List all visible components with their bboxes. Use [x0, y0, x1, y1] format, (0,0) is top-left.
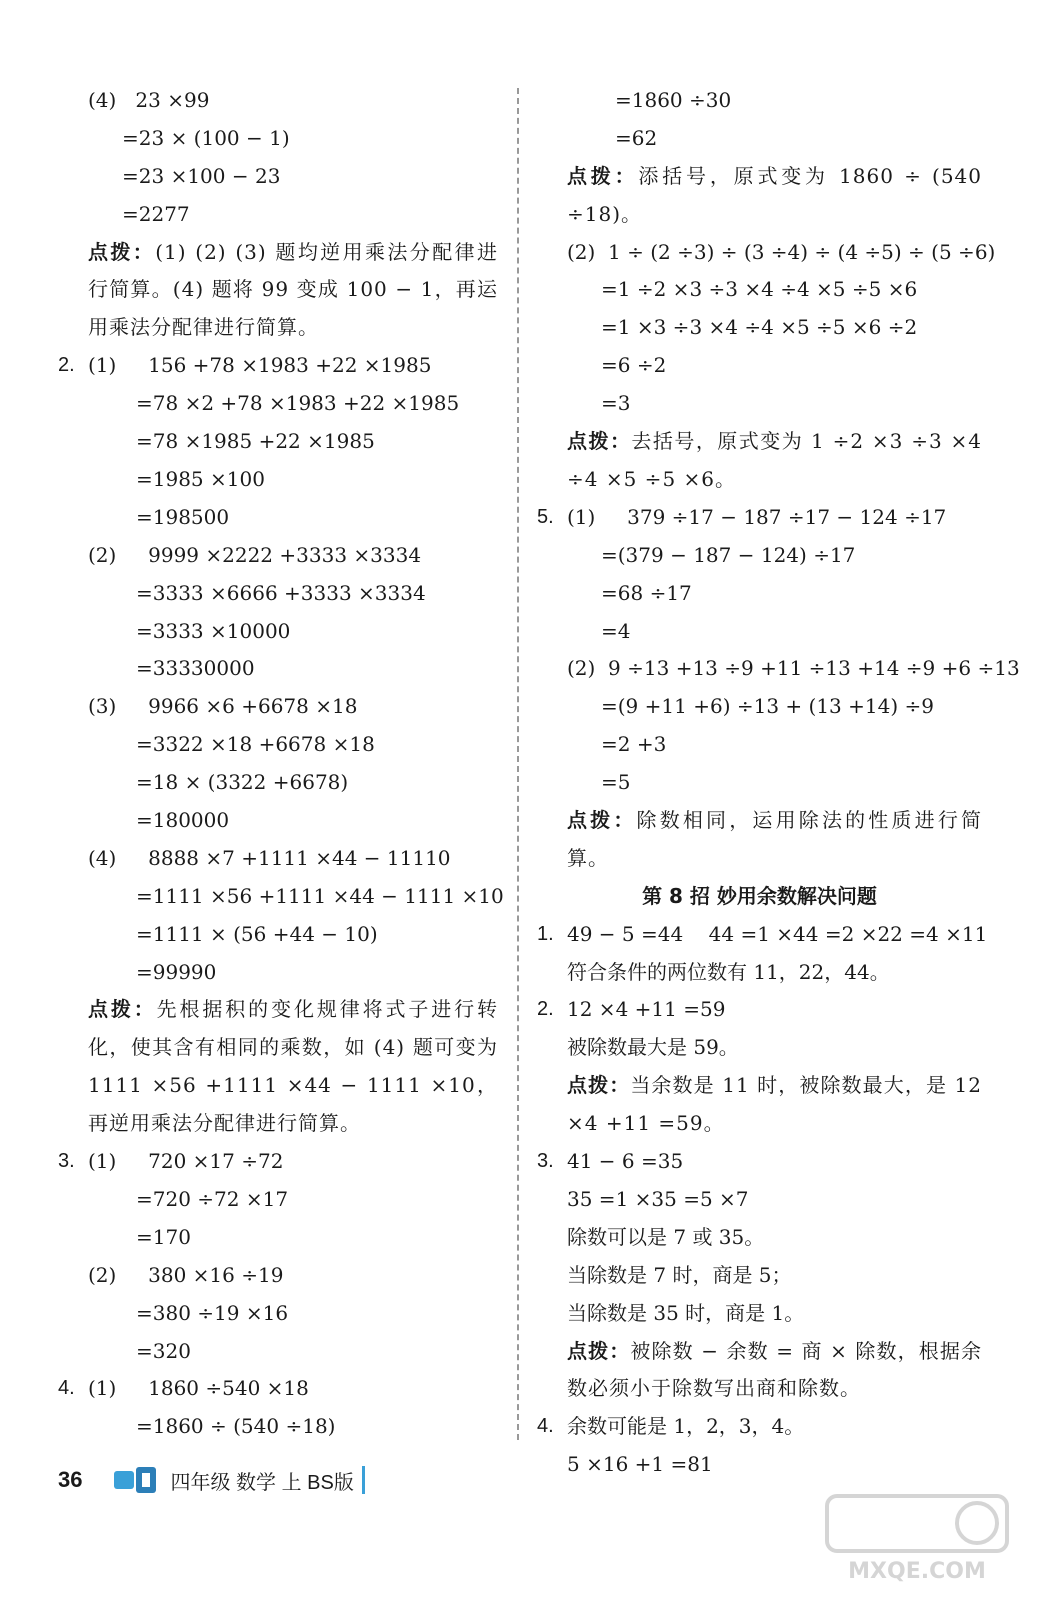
solution-line	[537, 954, 982, 992]
equation-text: =2277	[122, 201, 190, 226]
hint-text: 被除数 − 余数 = 商 × 除数，根据余数必须小于除数写出商和除数。	[567, 1338, 982, 1401]
brand-logo-icon	[112, 1465, 160, 1495]
equation-text: =720 ÷72 ×17	[136, 1186, 289, 1211]
equation-text: =99990	[136, 959, 217, 984]
solution-line	[537, 575, 982, 613]
watermark-logo	[817, 1488, 1017, 1588]
equation-text: =3333 ×6666 +3333 ×3334	[136, 580, 426, 605]
column-divider	[517, 88, 519, 1440]
equation-text: (3) 9966 ×6 +6678 ×18	[88, 694, 358, 719]
equation-text: 35 =1 ×35 =5 ×7	[567, 1186, 749, 1211]
equation-text: =1111 × (56 +44 − 10)	[136, 921, 378, 946]
hint-text: 先根据积的变化规律将式子进行转化，使其含有相同的乘数，如 (4) 题可变为1111 ×56 +1111 ×44 − 1111 ×10，再逆用乘法分配律进行简算。	[88, 997, 499, 1136]
solution-line	[58, 764, 498, 802]
solution-line	[537, 1446, 982, 1484]
equation-text: =2 +3	[601, 732, 667, 757]
solution-line	[58, 613, 498, 651]
hint-paragraph	[537, 423, 982, 499]
equation-text: =23 ×100 − 23	[122, 163, 281, 188]
solution-line	[537, 991, 982, 1029]
equation-text: 符合条件的两位数有 11，22，44。	[567, 959, 890, 984]
equation-text: =78 ×2 +78 ×1983 +22 ×1985	[136, 391, 460, 416]
solution-line	[58, 120, 498, 158]
equation-text: (2) 1 ÷ (2 ÷3) ÷ (3 ÷4) ÷ (4 ÷5) ÷ (5 ÷6)	[567, 239, 996, 264]
problem-number: 1.	[537, 922, 554, 945]
problem-number: 4.	[537, 1415, 554, 1438]
solution-line	[58, 726, 498, 764]
equation-text: =3	[601, 391, 631, 416]
solution-line	[537, 1408, 982, 1446]
hint-text: 除数相同，运用除法的性质进行简算。	[567, 807, 983, 870]
equation-text: 除数可以是 7 或 35。	[567, 1224, 765, 1249]
hint-paragraph	[58, 234, 498, 348]
solution-line	[537, 234, 996, 272]
solution-line	[537, 688, 982, 726]
hint-text: 当余数是 11 时，被除数最大，是 12 ×4 +11 =59。	[567, 1073, 982, 1136]
svg-text:MXQE.COM: MXQE.COM	[848, 1559, 986, 1584]
hint-label: 点拨：	[88, 239, 156, 264]
solution-line	[58, 423, 498, 461]
solution-line	[58, 688, 498, 726]
hint-text: 添括号，原式变为 1860 ÷ (540 ÷18)。	[567, 163, 982, 226]
solution-line	[58, 499, 498, 537]
equation-text: (4) 8888 ×7 +1111 ×44 − 11110	[88, 845, 451, 870]
equation-text: =380 ÷19 ×16	[136, 1300, 289, 1325]
problem-number: 2.	[537, 998, 554, 1021]
problem-number: 4.	[58, 1377, 75, 1400]
problem-number: 3.	[58, 1150, 75, 1173]
footer-accent-bar	[362, 1466, 365, 1494]
problem-number: 2.	[58, 354, 75, 377]
hint-label: 点拨：	[567, 1073, 631, 1098]
solution-line	[537, 1219, 982, 1257]
equation-text: (2) 9 ÷13 +13 ÷9 +11 ÷13 +14 ÷9 +6 ÷13	[567, 656, 1020, 681]
equation-text: =18 × (3322 +6678)	[136, 770, 349, 795]
solution-line	[58, 82, 498, 120]
hint-label: 点拨：	[567, 429, 632, 454]
solution-line	[58, 1295, 498, 1333]
equation-text: (4) 23 ×99	[88, 88, 210, 112]
equation-text: 5 ×16 +1 =81	[567, 1452, 713, 1477]
solution-line	[537, 650, 1020, 688]
equation-text: =1860 ÷ (540 ÷18)	[136, 1414, 336, 1439]
solution-line	[58, 650, 498, 688]
hint-label: 点拨：	[567, 807, 637, 832]
solution-line	[537, 726, 982, 764]
solution-line	[58, 575, 498, 613]
hint-label: 点拨：	[567, 163, 639, 188]
equation-text: (1) 1860 ÷540 ×18	[88, 1376, 309, 1401]
solution-line	[537, 764, 982, 802]
equation-text: =4	[601, 618, 631, 643]
solution-line	[537, 499, 982, 537]
solution-line	[58, 878, 504, 916]
solution-line	[537, 120, 982, 158]
solution-line	[537, 1257, 982, 1295]
solution-line	[58, 916, 498, 954]
problem-number: 3.	[537, 1150, 554, 1173]
equation-text: 12 ×4 +11 =59	[567, 997, 726, 1022]
equation-text: 49 − 5 =44 44 =1 ×44 =2 ×22 =4 ×11	[567, 921, 988, 946]
equation-text: (1) 379 ÷17 − 187 ÷17 − 124 ÷17	[567, 504, 947, 529]
solution-line	[537, 309, 982, 347]
equation-text: (2) 380 ×16 ÷19	[88, 1262, 284, 1287]
equation-text: =78 ×1985 +22 ×1985	[136, 429, 375, 454]
equation-text: =(379 − 187 − 124) ÷17	[601, 542, 856, 567]
solution-line	[537, 1143, 982, 1181]
solution-line	[537, 537, 982, 575]
equation-text: =1111 ×56 +1111 ×44 − 1111 ×10	[136, 883, 504, 908]
equation-text: 当除数是 7 时，商是 5；	[567, 1262, 792, 1287]
solution-line	[537, 271, 982, 309]
solution-line	[58, 385, 498, 423]
solution-line	[58, 347, 498, 385]
hint-text: (1) (2) (3) 题均逆用乘法分配律进行简算。(4) 题将 99 变成 100 − 1，再运用乘法分配律进行简算。	[88, 239, 498, 340]
solution-line	[58, 1370, 498, 1408]
left-column	[58, 82, 504, 1446]
hint-paragraph	[537, 802, 982, 878]
solution-line	[537, 82, 982, 120]
solution-line	[58, 954, 498, 992]
equation-text: =3322 ×18 +6678 ×18	[136, 732, 375, 757]
solution-line	[58, 840, 498, 878]
problem-number: 5.	[537, 505, 554, 528]
solution-line	[58, 1408, 498, 1446]
equation-text: =180000	[136, 807, 230, 832]
book-title: 四年级 数学 上 BS版	[170, 1471, 354, 1494]
hint-label: 点拨：	[88, 997, 157, 1022]
section-title: 第 8 招 妙用余数解决问题	[642, 883, 877, 908]
equation-text: (1) 156 +78 ×1983 +22 ×1985	[88, 353, 432, 378]
equation-text: 被除数最大是 59。	[567, 1035, 739, 1060]
equation-text: =198500	[136, 504, 230, 529]
equation-text: =62	[615, 125, 658, 150]
equation-text: =6 ÷2	[601, 353, 667, 378]
hint-text: 去括号，原式变为 1 ÷2 ×3 ÷3 ×4 ÷4 ×5 ÷5 ×6。	[567, 429, 982, 491]
equation-text: =68 ÷17	[601, 580, 692, 605]
equation-text: =33330000	[136, 656, 255, 681]
page-number: 36	[58, 1467, 83, 1492]
solution-line	[537, 1181, 982, 1219]
solution-line	[537, 613, 982, 651]
solution-line	[58, 1181, 498, 1219]
hint-paragraph	[58, 991, 498, 1143]
equation-text: =3333 ×10000	[136, 618, 291, 643]
hint-paragraph	[537, 158, 982, 234]
solution-line	[537, 347, 982, 385]
solution-line	[58, 1143, 498, 1181]
equation-text: (1) 720 ×17 ÷72	[88, 1149, 284, 1174]
equation-text: =5	[601, 770, 631, 795]
equation-text: 余数可能是 1，2，3，4。	[567, 1414, 805, 1439]
solution-line	[58, 1333, 498, 1371]
equation-text: =170	[136, 1224, 191, 1249]
solution-line	[58, 461, 498, 499]
equation-text: =1860 ÷30	[615, 88, 732, 112]
solution-line	[537, 1295, 982, 1333]
solution-line	[58, 196, 498, 234]
hint-paragraph	[537, 1067, 982, 1143]
hint-paragraph	[537, 1333, 982, 1409]
page-footer	[58, 1460, 365, 1500]
equation-text: =320	[136, 1338, 191, 1363]
equation-text: =23 × (100 − 1)	[122, 125, 290, 150]
right-column	[537, 82, 1020, 1484]
equation-text: =(9 +11 +6) ÷13 + (13 +14) ÷9	[601, 694, 934, 719]
equation-text: 41 − 6 =35	[567, 1149, 684, 1174]
solution-line	[537, 385, 982, 423]
equation-text: =1 ÷2 ×3 ÷3 ×4 ÷4 ×5 ÷5 ×6	[601, 277, 918, 302]
equation-text: (2) 9999 ×2222 +3333 ×3334	[88, 542, 422, 567]
equation-text: =1985 ×100	[136, 466, 265, 491]
equation-text: 当除数是 35 时，商是 1。	[567, 1300, 805, 1325]
solution-line	[58, 158, 498, 196]
hint-label: 点拨：	[567, 1338, 631, 1363]
solution-line	[537, 916, 988, 954]
solution-line	[537, 1029, 982, 1067]
solution-line	[58, 802, 498, 840]
solution-line	[58, 1219, 498, 1257]
equation-text: =1 ×3 ÷3 ×4 ÷4 ×5 ÷5 ×6 ÷2	[601, 315, 918, 340]
solution-line	[58, 537, 498, 575]
solution-line	[58, 1257, 498, 1295]
